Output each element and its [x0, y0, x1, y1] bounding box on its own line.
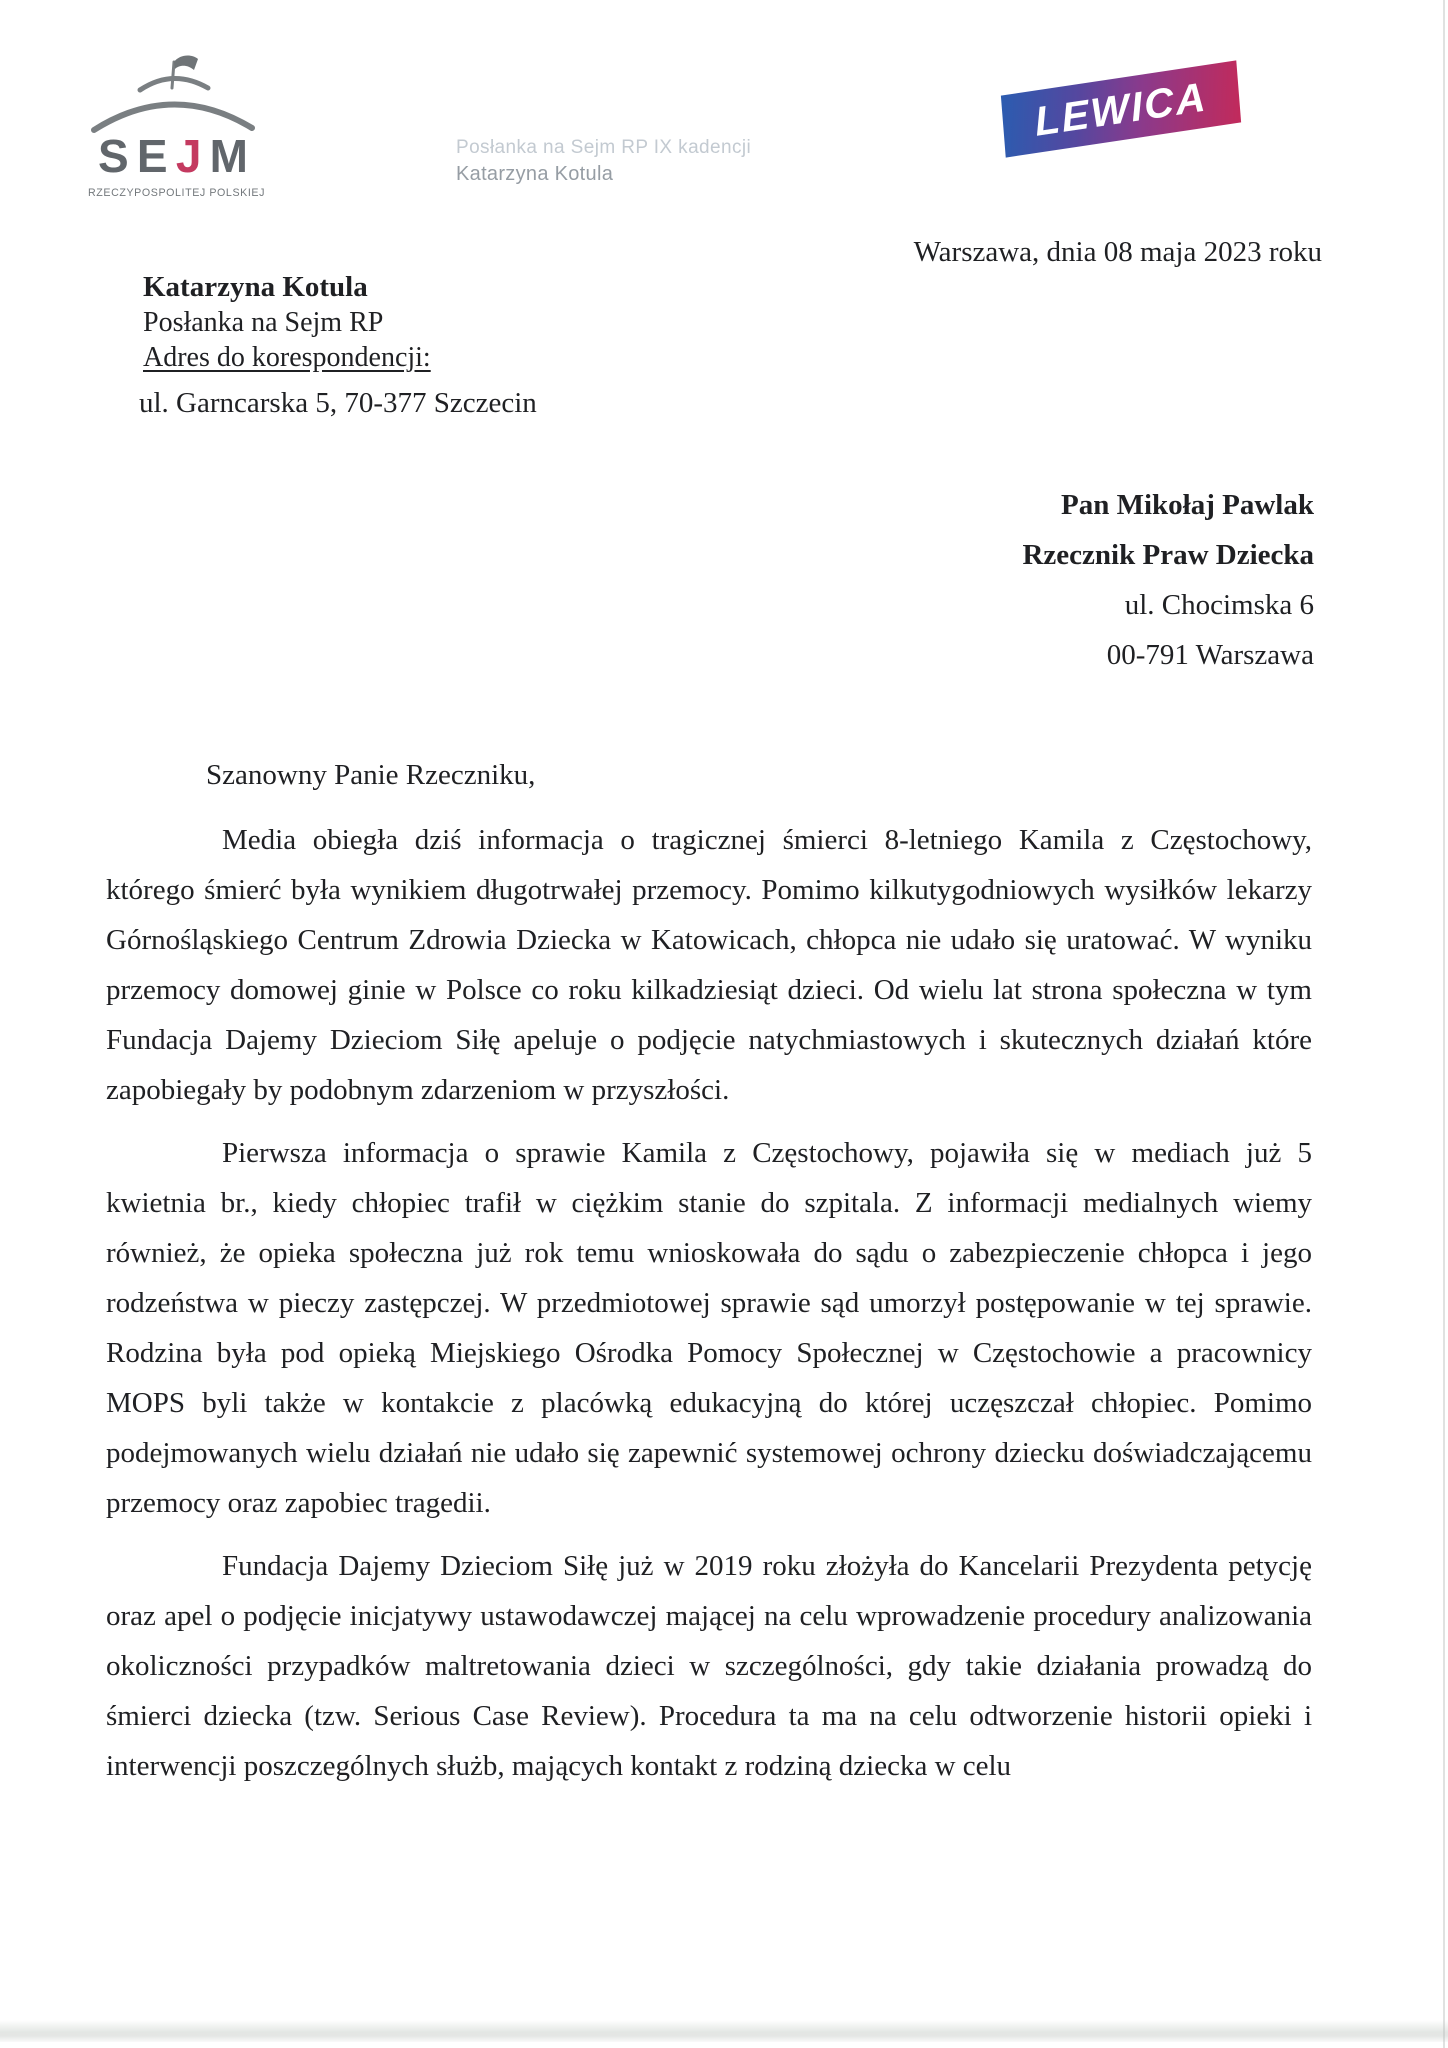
sejm-logo-letters [88, 130, 258, 182]
scan-edge-shadow-bottom [0, 2020, 1448, 2042]
letter-body [106, 750, 1312, 1804]
sender-block [139, 270, 537, 421]
recipient-name: Pan Mikołaj Pawlak [1061, 489, 1314, 521]
sender-name: Katarzyna Kotula [143, 271, 368, 303]
sejm-letter-s: S [98, 130, 129, 182]
sejm-logo-subtitle: RZECZYPOSPOLITEJ POLSKIEJ [88, 187, 266, 199]
sejm-letter-m: M [209, 130, 248, 182]
sender-role: Posłanka na Sejm RP [143, 307, 384, 338]
date-line: Warszawa, dnia 08 maja 2023 roku [913, 236, 1322, 268]
salutation: Szanowny Panie Rzeczniku, [206, 759, 536, 791]
sejm-dome-icon [88, 50, 258, 134]
recipient-city: 00-791 Warszawa [1106, 639, 1314, 671]
letter-paragraph: Pierwsza informacja o sprawie Kamila z Częstochowy, pojawiła się w mediach już 5 kwietnia br., kiedy chłopiec trafił w ciężkim stanie do szpitala. Z informacji medialnych wiemy również, że opieka społeczna już rok temu wnioskowała do sądu o zabezpieczenie chłopca i jego rodzeństwa w pieczy zastępczej. W przedmiotowej sprawie sąd umorzył postępowanie w tej sprawie. Rodzina była pod opieką Miejskiego Ośrodka Pomocy Społecznej w Częstochowie a pracownicy MOPS byli także w kontakcie z placówką edukacyjną do której uczęszczał chłopiec. Pomimo podejmowanych wielu działań nie udało się zapewnić systemowej ochrony dziecku doświadczającemu przemocy oraz zapobiec tragedii. [106, 1137, 1312, 1519]
sender-address: ul. Garncarska 5, 70-377 Szczecin [139, 387, 537, 419]
letter-paragraph: Fundacja Dajemy Dzieciom Siłę już w 2019 roku złożyła do Kancelarii Prezydenta petycję oraz apel o podjęcie inicjatywy ustawodawczej mającej na celu wprowadzenie procedury analizowania okoliczności przypadków maltretowania dzieci w szczególności, gdy takie działania prowadzą do śmierci dziecka (tzw. Serious Case Review). Procedura ta ma na celu odtworzenie historii opieki i interwencji poszczególnych służb, mających kontakt z rodziną dziecka w celu [106, 1550, 1312, 1782]
letter-paragraph: Media obiegła dziś informacja o tragicznej śmierci 8-letniego Kamila z Częstochowy, którego śmierć była wynikiem długotrwałej przemocy. Pomimo kilkutygodniowych wysiłków lekarzy Górnośląskiego Centrum Zdrowia Dziecka w Katowicach, chłopca nie udało się uratować. W wyniku przemocy domowej ginie w Polsce co roku kilkadziesiąt dzieci. Od wielu lat strona społeczna w tym Fundacja Dajemy Dzieciom Siłę apeluje o podjęcie natychmiastowych i skutecznych działań które zapobiegały by podobnym zdarzeniom w przyszłości. [106, 824, 1312, 1106]
recipient-title: Rzecznik Praw Dziecka [1022, 539, 1314, 571]
recipient-block [1022, 480, 1314, 680]
lewica-logo-text: LEWICA [1032, 72, 1210, 145]
deputy-note-name: Katarzyna Kotula [456, 163, 614, 185]
sejm-letter-e: E [136, 130, 168, 182]
deputy-note-role: Posłanka na Sejm RP IX kadencji [456, 137, 752, 158]
scan-edge-shadow-right [1443, 0, 1445, 2048]
sender-address-label: Adres do korespondencji: [143, 342, 431, 373]
lewica-logo-band [1001, 60, 1241, 157]
sejm-letter-j: J [175, 130, 202, 182]
recipient-street: ul. Chocimska 6 [1124, 589, 1314, 621]
sejm-logo [88, 50, 266, 199]
lewica-logo [1002, 58, 1254, 168]
deputy-note [456, 134, 751, 188]
